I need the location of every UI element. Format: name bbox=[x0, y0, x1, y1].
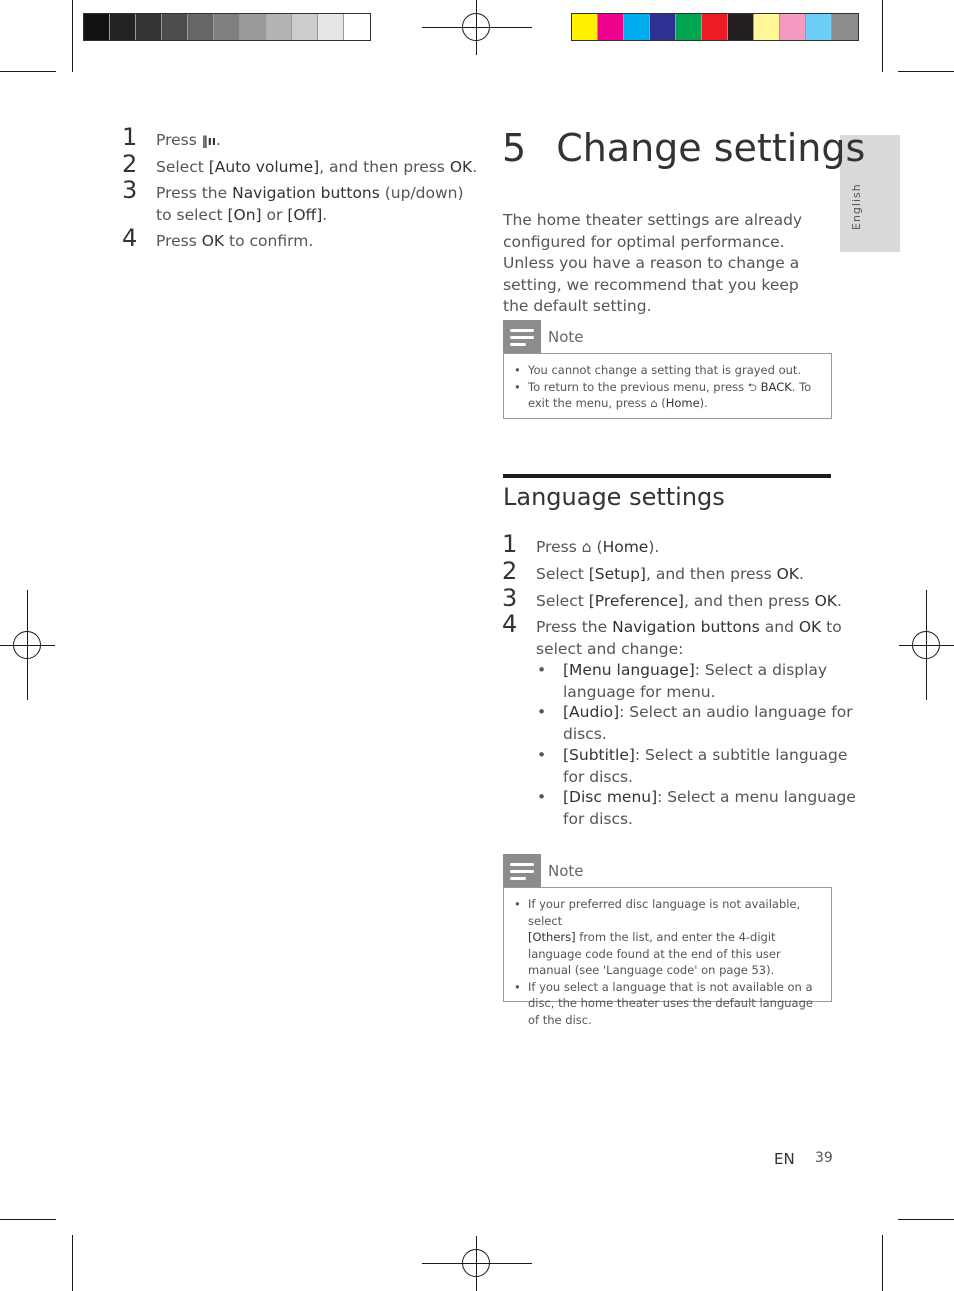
note-item: • You cannot change a setting that is grayed out. bbox=[528, 362, 831, 379]
chapter-intro: The home theater settings are already configured for optimal performance. Unless you have a reason to change a setting, we recommend that you keep the default setting. bbox=[503, 211, 803, 315]
step-3: Press the Navigation buttons (up/down) to select [On] or [Off]. bbox=[156, 184, 464, 224]
step-number: 2 bbox=[122, 150, 138, 178]
color-swatch bbox=[110, 14, 136, 40]
step-number: 1 bbox=[502, 530, 518, 558]
note-icon bbox=[503, 320, 541, 353]
note-label: Note bbox=[548, 328, 584, 346]
section-rule bbox=[503, 474, 831, 478]
home-icon: ⌂ bbox=[581, 538, 592, 556]
note-box bbox=[503, 353, 832, 419]
color-swatch bbox=[754, 14, 780, 40]
chapter-number: 5 bbox=[502, 126, 527, 170]
color-swatch bbox=[728, 14, 754, 40]
chapter-title-text: Change settings bbox=[556, 126, 866, 170]
section-title: Language settings bbox=[503, 483, 725, 511]
back-icon: ⮌ bbox=[747, 379, 758, 394]
color-swatch bbox=[598, 14, 624, 40]
side-tab-label: English bbox=[850, 183, 863, 230]
lang-step-3: Select [Preference], and then press OK. bbox=[536, 592, 842, 610]
color-swatch bbox=[780, 14, 806, 40]
option-bullet: • [Audio]: Select an audio language for discs. bbox=[537, 703, 853, 743]
step-2: Select [Auto volume], and then press OK. bbox=[156, 158, 478, 176]
color-swatch bbox=[702, 14, 728, 40]
footer-language: EN bbox=[774, 1150, 795, 1168]
home-icon: ⌂ bbox=[650, 396, 658, 410]
grayscale-color-bar bbox=[83, 13, 371, 41]
lang-step-2: Select [Setup], and then press OK. bbox=[536, 565, 804, 583]
step-number: 3 bbox=[502, 584, 518, 612]
note-box bbox=[503, 887, 832, 1027]
sound-settings-icon: ‖ıı bbox=[201, 134, 216, 148]
step-number: 2 bbox=[502, 557, 518, 585]
option-bullet: • [Disc menu]: Select a menu language for discs. bbox=[537, 788, 856, 828]
note-item: • If you select a language that is not available on a disc, the home theater uses the default language of the disc. bbox=[528, 979, 823, 1029]
color-swatch bbox=[84, 14, 110, 40]
color-swatch bbox=[318, 14, 344, 40]
option-bullet: • [Subtitle]: Select a subtitle language for discs. bbox=[537, 746, 848, 786]
note-icon bbox=[503, 854, 541, 887]
step-1: Press ‖ıı. bbox=[156, 131, 221, 149]
color-swatch bbox=[162, 14, 188, 40]
color-swatch bbox=[136, 14, 162, 40]
color-swatch bbox=[266, 14, 292, 40]
step-number: 4 bbox=[502, 610, 518, 638]
color-swatch bbox=[188, 14, 214, 40]
lang-step-4: Press the Navigation buttons and OK to select and change: bbox=[536, 618, 842, 658]
step-number: 3 bbox=[122, 176, 138, 204]
color-swatch bbox=[832, 14, 858, 40]
color-swatch bbox=[650, 14, 676, 40]
color-swatch bbox=[624, 14, 650, 40]
chapter-title bbox=[502, 120, 865, 176]
color-swatch bbox=[240, 14, 266, 40]
color-swatch bbox=[572, 14, 598, 40]
process-color-bar bbox=[571, 13, 859, 41]
note-item: • If your preferred disc language is not available, select [Others] from the list, and enter the 4-digit language code found at the end of this user manual (see 'Language code' on page 53). bbox=[528, 896, 823, 979]
note-item: • To return to the previous menu, press ⮌ BACK. To exit the menu, press ⌂ (Home). bbox=[528, 379, 831, 412]
step-number: 1 bbox=[122, 123, 138, 151]
note-label: Note bbox=[548, 862, 584, 880]
step-number: 4 bbox=[122, 224, 138, 252]
step-4: Press OK to confirm. bbox=[156, 232, 314, 250]
page-number: 39 bbox=[815, 1150, 833, 1166]
color-swatch bbox=[676, 14, 702, 40]
color-swatch bbox=[292, 14, 318, 40]
option-bullet: • [Menu language]: Select a display language for menu. bbox=[537, 661, 828, 701]
color-swatch bbox=[806, 14, 832, 40]
color-swatch bbox=[344, 14, 370, 40]
lang-step-1: Press ⌂ (Home). bbox=[536, 538, 660, 556]
color-swatch bbox=[214, 14, 240, 40]
